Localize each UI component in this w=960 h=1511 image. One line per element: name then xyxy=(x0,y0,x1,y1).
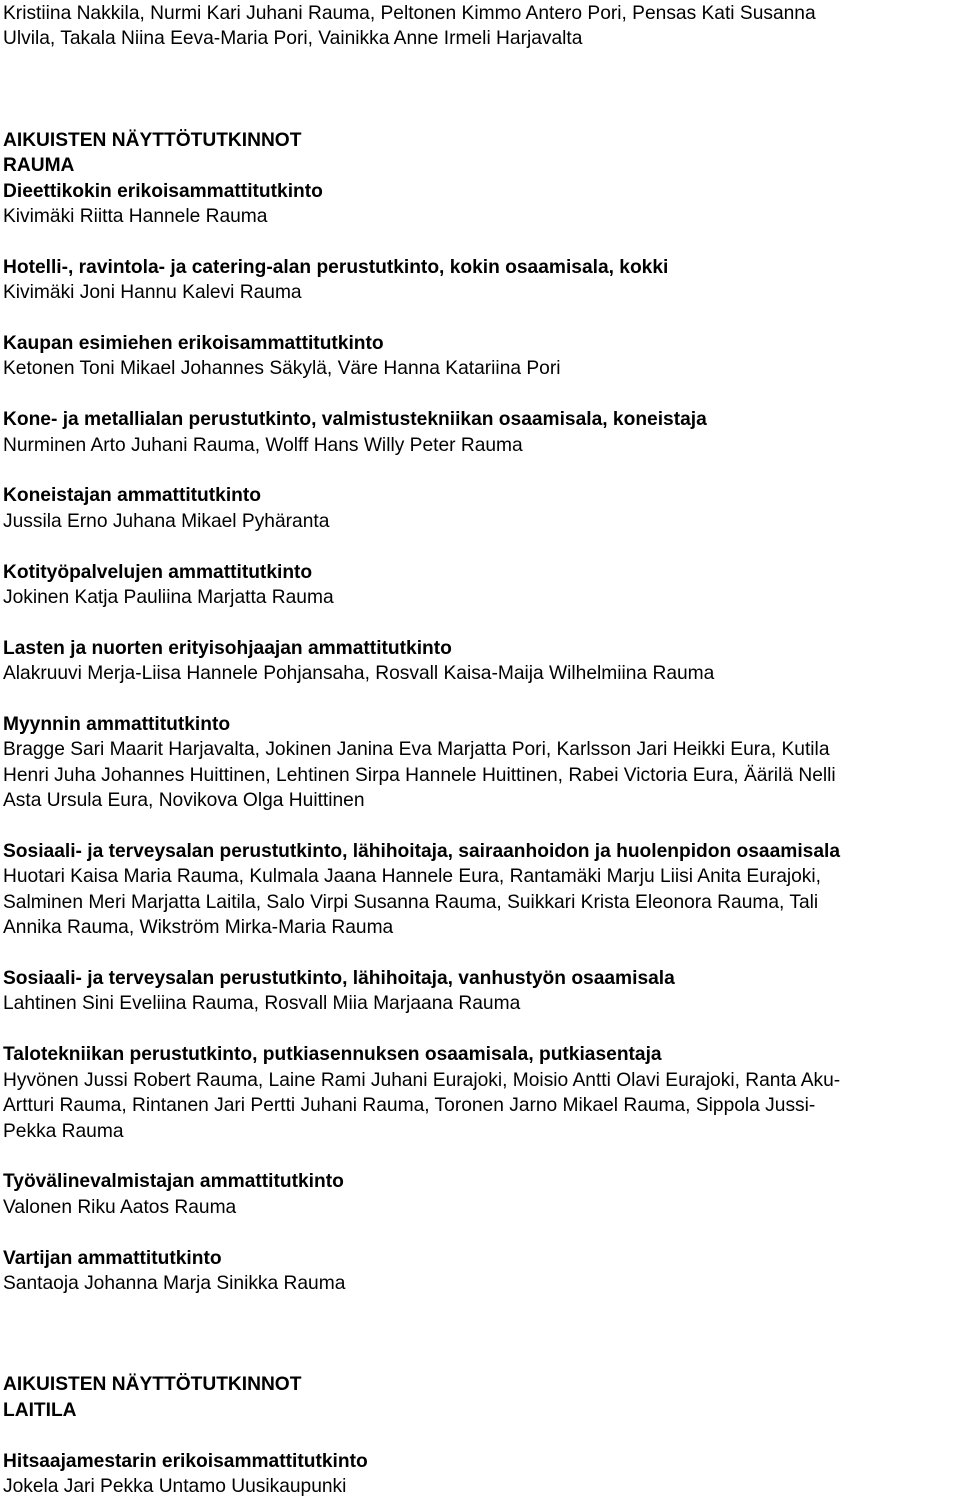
section-koneistaja xyxy=(3,483,958,534)
section-names: Valonen Riku Aatos Rauma xyxy=(3,1196,237,1218)
section-title: Kotityöpalvelujen ammattitutkinto xyxy=(3,561,313,583)
spacer xyxy=(3,1296,958,1372)
section-names: Lahtinen Sini Eveliina Rauma, Rosvall Miia Marjaana Rauma xyxy=(3,993,521,1015)
spacer xyxy=(3,1144,958,1169)
section-names: Bragge Sari Maarit Harjavalta, Jokinen Janina Eva Marjatta Pori, Karlsson Jari Heikki Eura, Kutila xyxy=(3,739,830,761)
rauma-location: RAUMA xyxy=(3,155,75,177)
laitila-heading: AIKUISTEN NÄYTTÖTUTKINNOT xyxy=(3,1374,302,1396)
spacer xyxy=(3,382,958,407)
section-names: Henri Juha Johannes Huittinen, Lehtinen Sirpa Hannele Huittinen, Rabei Victoria Eura, Äärilä Nelli xyxy=(3,764,836,786)
spacer xyxy=(3,941,958,966)
section-dieettikokki xyxy=(3,179,958,230)
section-names: Jussila Erno Juhana Mikael Pyhäranta xyxy=(3,510,330,532)
section-names: Nurminen Arto Juhani Rauma, Wolff Hans Willy Peter Rauma xyxy=(3,434,523,456)
spacer xyxy=(3,229,958,254)
section-lasten-nuorten xyxy=(3,636,958,687)
spacer xyxy=(3,458,958,483)
section-talotekniikka xyxy=(3,1042,958,1144)
intro-line: Kristiina Nakkila, Nurmi Kari Juhani Rauma, Peltonen Kimmo Antero Pori, Pensas Kati Susanna xyxy=(3,3,816,24)
spacer xyxy=(3,306,958,331)
section-tyovalinevalmistaja xyxy=(3,1169,958,1220)
intro-names xyxy=(3,1,958,52)
spacer xyxy=(3,1220,958,1245)
section-title: Kaupan esimiehen erikoisammattitutkinto xyxy=(3,333,384,355)
spacer xyxy=(3,1423,958,1448)
spacer xyxy=(3,610,958,635)
section-names: Huotari Kaisa Maria Rauma, Kulmala Jaana Hannele Eura, Rantamäki Marju Liisi Anita Eurajoki, xyxy=(3,866,821,888)
section-title: Koneistajan ammattitutkinto xyxy=(3,485,261,507)
section-title: Työvälinevalmistajan ammattitutkinto xyxy=(3,1171,344,1193)
section-names: Salminen Meri Marjatta Laitila, Salo Virpi Susanna Rauma, Suikkari Krista Eleonora Rauma, Tali xyxy=(3,891,819,913)
section-title: Lasten ja nuorten erityisohjaajan ammattitutkinto xyxy=(3,637,452,659)
section-lahihoitaja-vanhustyo xyxy=(3,966,958,1017)
laitila-location: LAITILA xyxy=(3,1399,77,1421)
section-title: Hitsaajamestarin erikoisammattitutkinto xyxy=(3,1450,368,1472)
section-names: Ketonen Toni Mikael Johannes Säkylä, Väre Hanna Katariina Pori xyxy=(3,358,561,380)
section-hotelli-ravintola xyxy=(3,255,958,306)
document-page xyxy=(3,1,958,1499)
section-names: Kivimäki Riitta Hannele Rauma xyxy=(3,206,268,228)
spacer xyxy=(3,534,958,559)
rauma-block xyxy=(3,128,958,1297)
intro-line: Ulvila, Takala Niina Eeva-Maria Pori, Vainikka Anne Irmeli Harjavalta xyxy=(3,28,583,50)
section-names: Alakruuvi Merja-Liisa Hannele Pohjansaha, Rosvall Kaisa-Maija Wilhelmiina Rauma xyxy=(3,663,715,685)
section-lahihoitaja-sairaanhoito xyxy=(3,839,958,941)
section-kotityopalvelut xyxy=(3,560,958,611)
section-title: Hotelli-, ravintola- ja catering-alan perustutkinto, kokin osaamisala, kokki xyxy=(3,256,669,278)
section-names: Kivimäki Joni Hannu Kalevi Rauma xyxy=(3,282,302,304)
section-names: Annika Rauma, Wikström Mirka-Maria Rauma xyxy=(3,917,394,939)
section-names: Pekka Rauma xyxy=(3,1120,124,1142)
spacer xyxy=(3,52,958,128)
section-kone-metalli xyxy=(3,407,958,458)
rauma-heading: AIKUISTEN NÄYTTÖTUTKINNOT xyxy=(3,129,302,151)
section-hitsaajamestari xyxy=(3,1449,958,1500)
section-title: Kone- ja metallialan perustutkinto, valmistustekniikan osaamisala, koneistaja xyxy=(3,409,707,431)
section-title: Talotekniikan perustutkinto, putkiasennuksen osaamisala, putkiasentaja xyxy=(3,1044,662,1066)
section-title: Dieettikokin erikoisammattitutkinto xyxy=(3,180,323,202)
section-names: Jokela Jari Pekka Untamo Uusikaupunki xyxy=(3,1475,347,1497)
spacer xyxy=(3,814,958,839)
laitila-block xyxy=(3,1372,958,1499)
section-names: Asta Ursula Eura, Novikova Olga Huittinen xyxy=(3,790,365,812)
section-kaupan-esimies xyxy=(3,331,958,382)
section-names: Hyvönen Jussi Robert Rauma, Laine Rami Juhani Eurajoki, Moisio Antti Olavi Eurajoki, Ranta Aku- xyxy=(3,1069,841,1091)
section-names: Artturi Rauma, Rintanen Jari Pertti Juhani Rauma, Toronen Jarno Mikael Rauma, Sippola Jussi- xyxy=(3,1095,816,1117)
section-title: Sosiaali- ja terveysalan perustutkinto, lähihoitaja, vanhustyön osaamisala xyxy=(3,968,675,990)
section-names: Santaoja Johanna Marja Sinikka Rauma xyxy=(3,1272,346,1294)
section-names: Jokinen Katja Pauliina Marjatta Rauma xyxy=(3,587,334,609)
spacer xyxy=(3,1017,958,1042)
section-vartija xyxy=(3,1246,958,1297)
section-title: Vartijan ammattitutkinto xyxy=(3,1247,222,1269)
section-title: Myynnin ammattitutkinto xyxy=(3,714,231,736)
spacer xyxy=(3,687,958,712)
section-myynti xyxy=(3,712,958,814)
section-title: Sosiaali- ja terveysalan perustutkinto, lähihoitaja, sairaanhoidon ja huolenpidon osaamisala xyxy=(3,841,841,863)
